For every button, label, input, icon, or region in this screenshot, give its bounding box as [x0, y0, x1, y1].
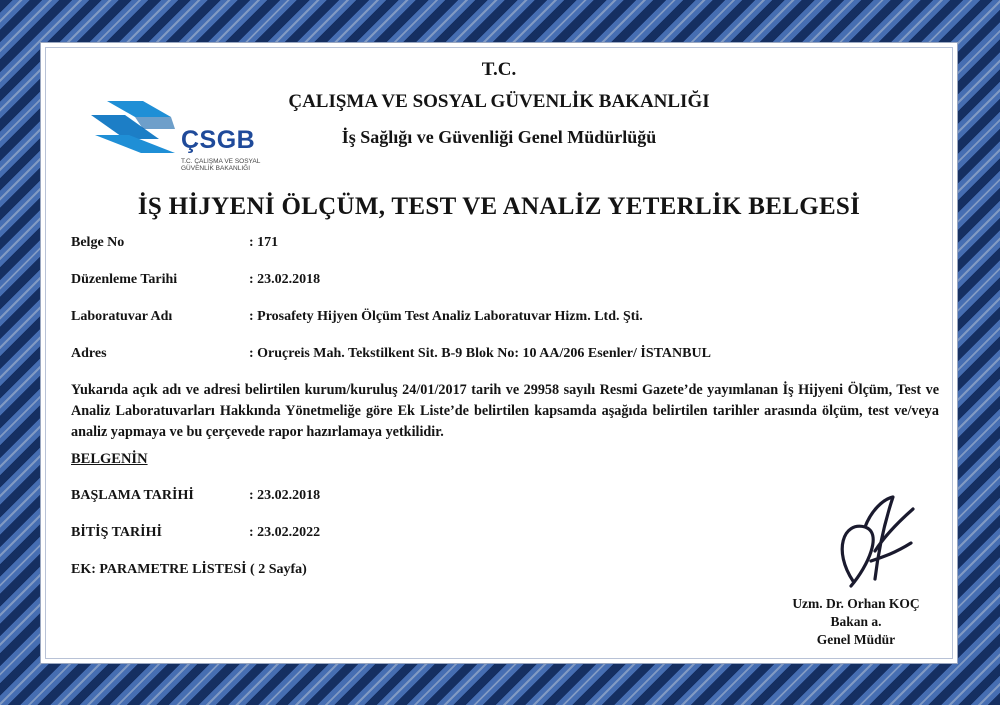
- field-laboratuvar-adi: [71, 309, 643, 325]
- header-department: İş Sağlığı ve Güvenliği Genel Müdürlüğü: [341, 127, 657, 147]
- field-value: : 23.02.2018: [249, 272, 321, 287]
- certificate-title: İŞ HİJYENİ ÖLÇÜM, TEST VE ANALİZ YETERLİK BELGESİ: [137, 193, 861, 220]
- field-label: BİTİŞ TARİHİ: [71, 525, 162, 540]
- signer-on-behalf: Bakan a.: [830, 614, 882, 629]
- field-value: : Prosafety Hijyen Ölçüm Test Analiz Laboratuvar Hizm. Ltd. Şti.: [249, 309, 643, 324]
- signer-name: Uzm. Dr. Orhan KOÇ: [792, 596, 920, 611]
- signature-mark: [813, 491, 923, 596]
- annex-note: EK: PARAMETRE LİSTESİ ( 2 Sayfa): [71, 562, 307, 577]
- validity-heading: BELGENİN: [71, 451, 148, 467]
- field-belge-no: [71, 235, 278, 251]
- field-adres: [71, 346, 711, 362]
- field-label: Belge No: [71, 235, 125, 250]
- header-ministry: ÇALIŞMA VE SOSYAL GÜVENLİK BAKANLIĞI: [288, 91, 710, 112]
- field-label: Düzenleme Tarihi: [71, 272, 178, 287]
- field-value: : Oruçreis Mah. Tekstilkent Sit. B-9 Blok No: 10 AA/206 Esenler/ İSTANBUL: [249, 346, 711, 361]
- authorization-paragraph: Yukarıda açık adı ve adresi belirtilen kurum/kuruluş 24/01/2017 tarih ve 29958 sayılı Resmi Gazete’de yayımlanan İş Hijyeni Ölçüm, Test ve Analiz Laboratuvarları Hakkında Yönetmeliğe göre Ek Liste’de belirtilen kapsamda aşağıda belirtilen tarihler arasında ölçüm, test ve/veya analiz yapmaya ve bu çerçevede rapor hazırlamaya yetkilidir.: [71, 382, 939, 440]
- field-baslama-tarihi: [71, 488, 320, 504]
- logo-subtitle: T.C. ÇALIŞMA VE SOSYAL GÜVENLİK BAKANLIĞI: [181, 158, 261, 172]
- certificate-frame: [40, 42, 958, 664]
- field-label: BAŞLAMA TARİHİ: [71, 488, 194, 503]
- field-label: Adres: [71, 346, 107, 361]
- field-value: : 23.02.2018: [249, 488, 321, 503]
- field-duzenleme-tarihi: [71, 272, 320, 288]
- header-tc: T.C.: [481, 59, 517, 80]
- field-value: : 171: [249, 235, 279, 250]
- field-value: : 23.02.2022: [249, 525, 321, 540]
- certificate-page: [41, 43, 957, 663]
- signer-block: [741, 595, 971, 649]
- field-bitis-tarihi: [71, 525, 320, 541]
- logo-wordmark: ÇSGB: [181, 126, 256, 154]
- signer-title: Genel Müdür: [816, 632, 896, 647]
- field-label: Laboratuvar Adı: [71, 309, 173, 324]
